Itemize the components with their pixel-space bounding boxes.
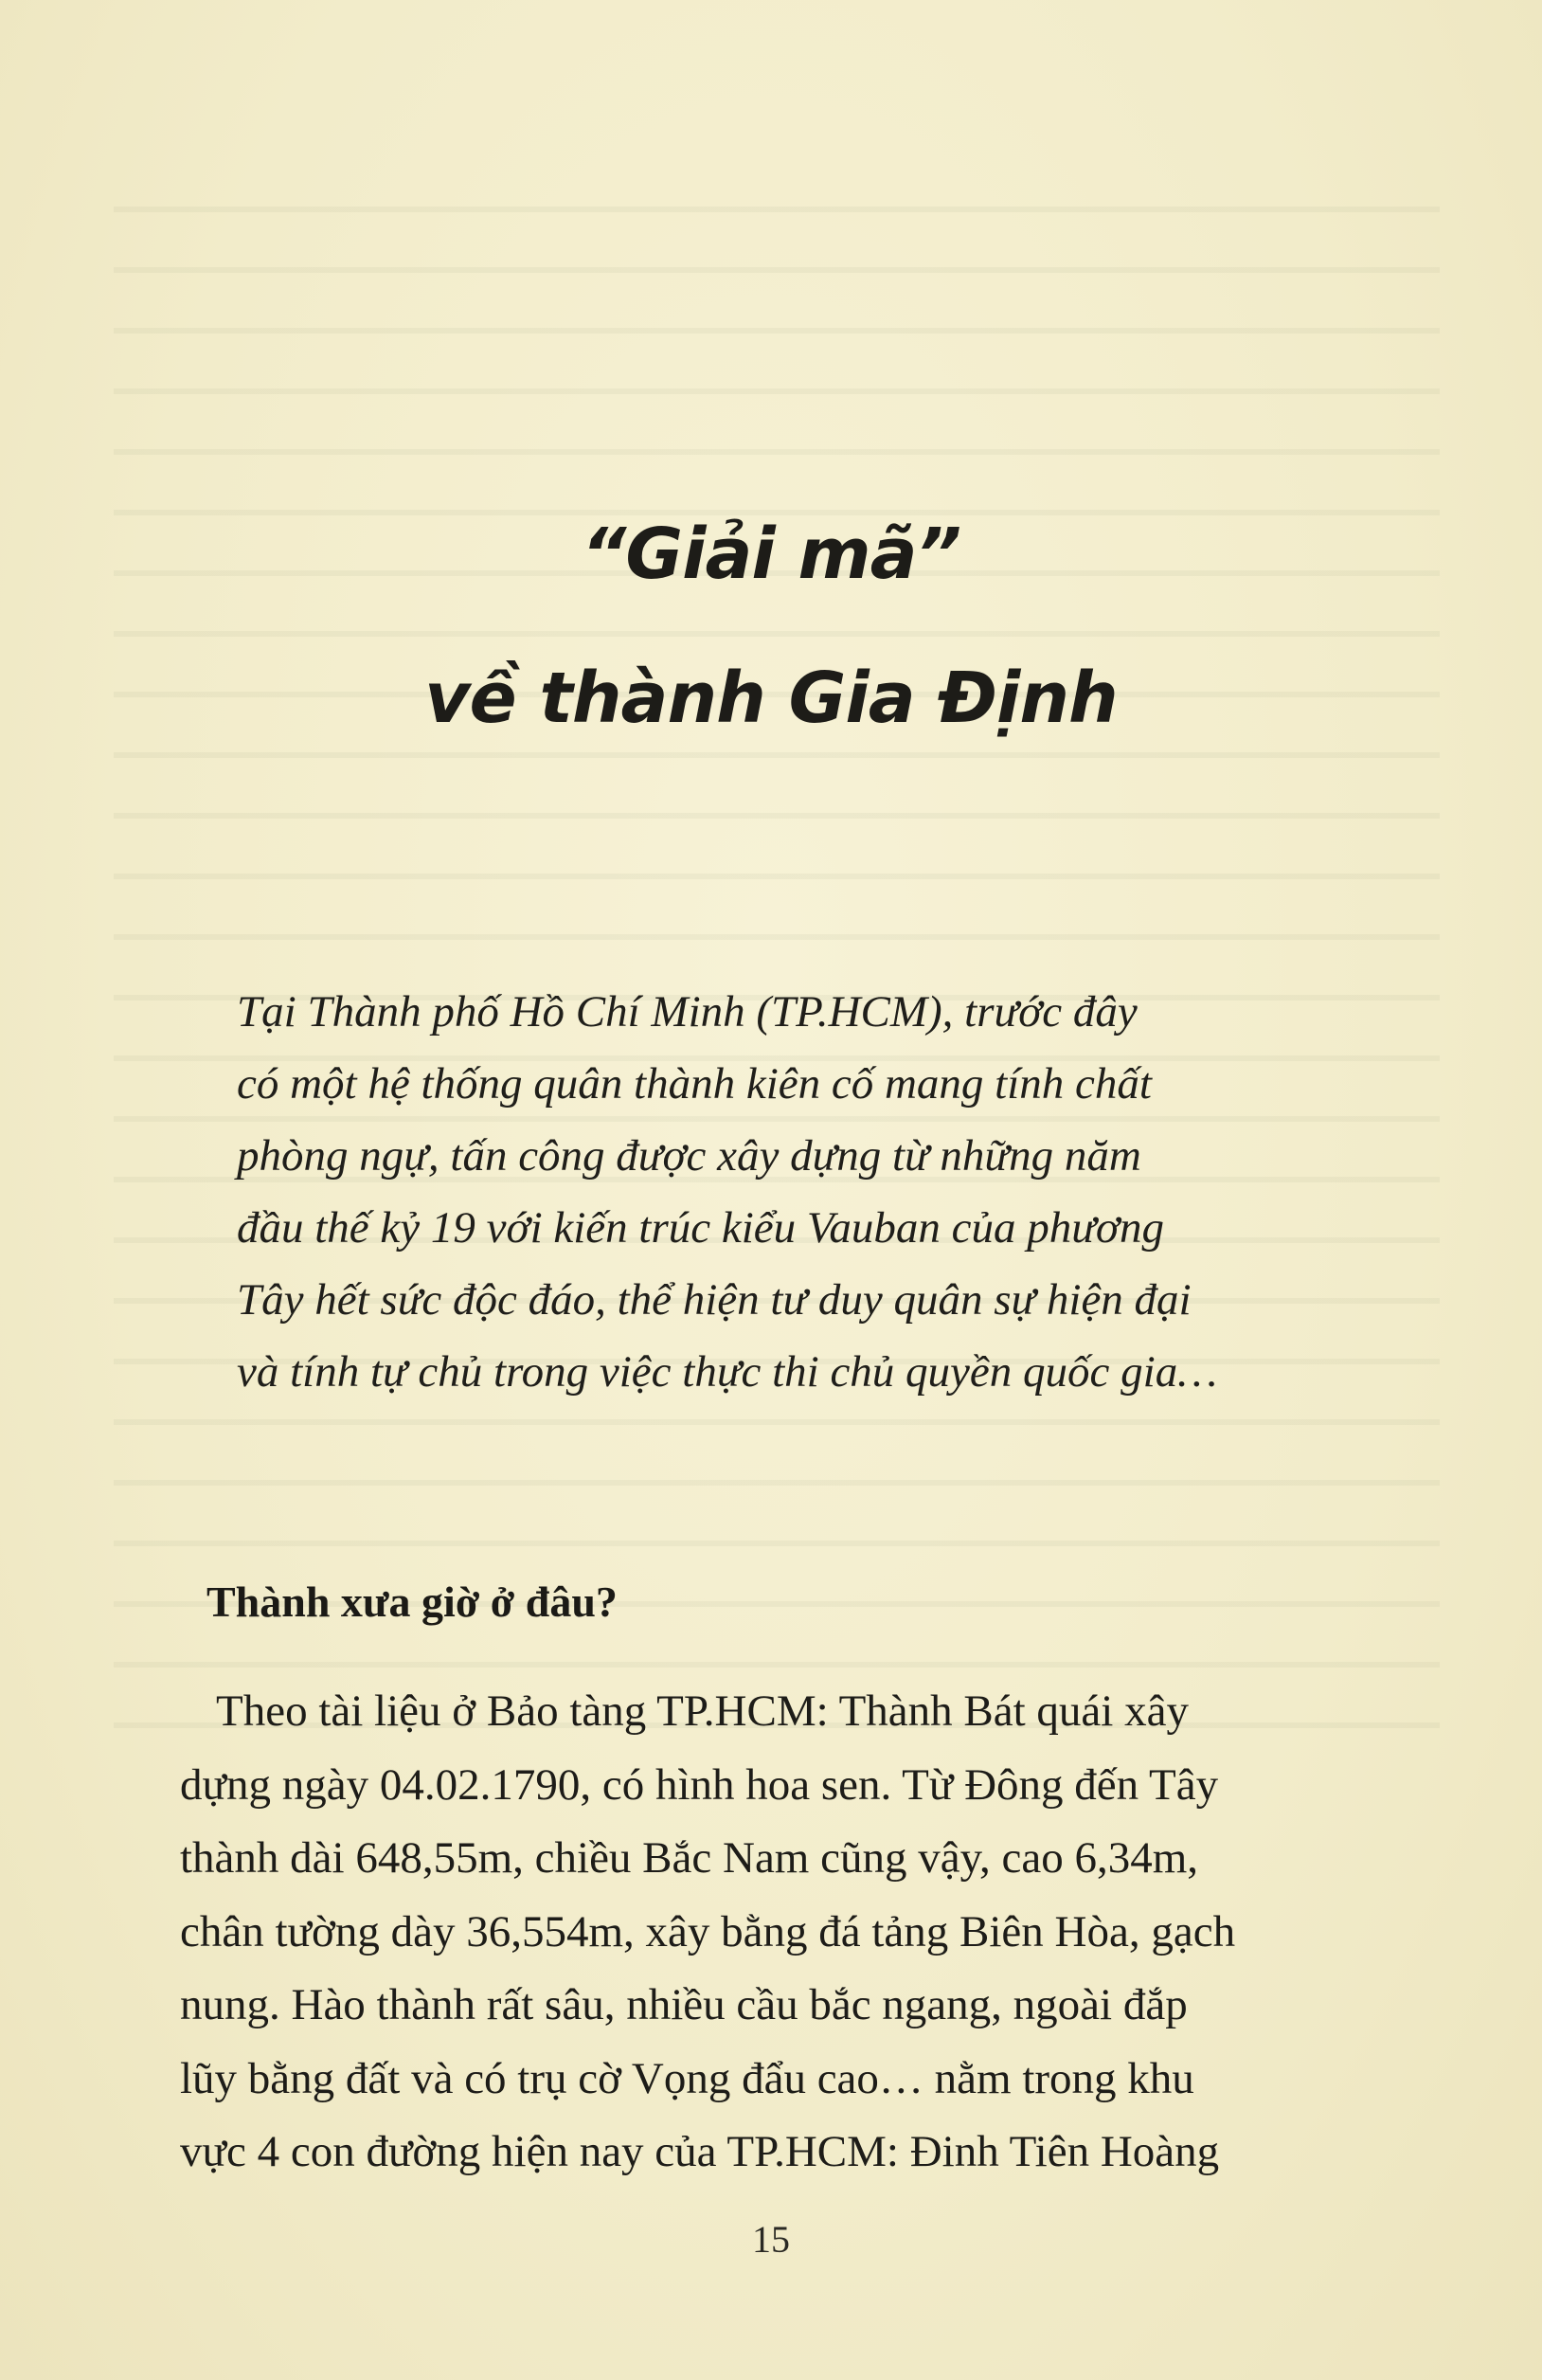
body-line: vực 4 con đường hiện nay của TP.HCM: Đinh Tiên Hoàng (180, 2127, 1220, 2176)
chapter-title-line-1: “Giải mã” (581, 514, 961, 595)
intro-line: Tại Thành phố Hồ Chí Minh (TP.HCM), trước đây (237, 987, 1138, 1037)
intro-line: đầu thế kỷ 19 với kiến trúc kiểu Vauban của phương (237, 1203, 1164, 1253)
chapter-title-line-2: về thành Gia Định (424, 658, 1118, 739)
body-line: Theo tài liệu ở Bảo tàng TP.HCM: Thành Bát quái xây (216, 1686, 1189, 1736)
body-line: nung. Hào thành rất sâu, nhiều cầu bắc ngang, ngoài đắp (180, 1980, 1188, 2029)
body-line: dựng ngày 04.02.1790, có hình hoa sen. Từ Đông đến Tây (180, 1759, 1219, 1810)
intro-line: có một hệ thống quân thành kiên cố mang tính chất (237, 1059, 1152, 1109)
intro-line: Tây hết sức độc đáo, thể hiện tư duy quân sự hiện đại (237, 1275, 1192, 1325)
body-line: thành dài 648,55m, chiều Bắc Nam cũng vậy, cao 6,34m, (180, 1833, 1199, 1883)
body-paragraph (180, 1675, 1392, 2190)
page-show-through (114, 152, 1440, 1762)
section-heading: Thành xưa giờ ở đâu? (206, 1578, 618, 1626)
page-number: 15 (752, 2218, 790, 2261)
intro-line: phòng ngự, tấn công được xây dựng từ những năm (237, 1131, 1141, 1181)
body-line: chân tường dày 36,554m, xây bằng đá tảng Biên Hòa, gạch (180, 1906, 1236, 1956)
intro-line: và tính tự chủ trong việc thực thi chủ quyền quốc gia… (237, 1347, 1217, 1397)
body-line: lũy bằng đất và có trụ cờ Vọng đẩu cao… nằm trong khu (180, 2053, 1194, 2103)
intro-paragraph (237, 976, 1326, 1408)
